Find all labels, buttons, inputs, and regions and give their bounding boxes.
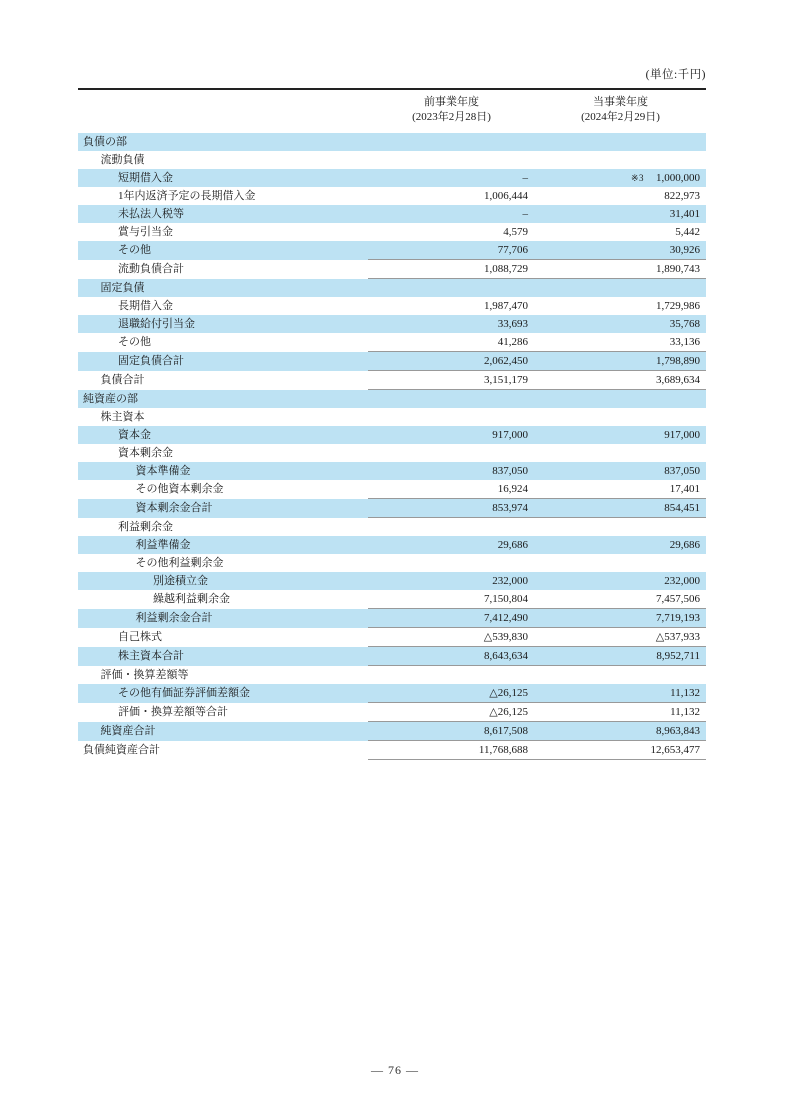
current-year-value: 11,132 xyxy=(670,687,700,699)
table-row xyxy=(78,333,706,352)
prev-year-value: – xyxy=(522,172,528,184)
current-year-value-cell xyxy=(535,590,706,609)
row-label: 純資産の部 xyxy=(83,392,138,405)
prev-year-value: 11,768,688 xyxy=(368,741,535,760)
current-year-value: 31,401 xyxy=(669,208,700,220)
row-label: 短期借入金 xyxy=(118,172,173,184)
row-label: 退職給付引当金 xyxy=(118,318,195,330)
table-row xyxy=(78,703,706,722)
row-label: その他 xyxy=(118,244,151,257)
current-year-value: 1,000,000 xyxy=(656,172,700,184)
row-label: 流動負債合計 xyxy=(118,263,184,275)
prev-year-value: 1,006,444 xyxy=(484,190,528,202)
current-year-value-cell xyxy=(535,647,706,666)
row-label: 賞与引当金 xyxy=(118,226,173,238)
row-label: 流動負債 xyxy=(100,154,145,166)
row-label: その他 xyxy=(118,336,151,349)
current-year-value-cell xyxy=(535,371,706,390)
prev-year-value: 3,151,179 xyxy=(368,371,535,390)
current-year-value: 3,689,634 xyxy=(656,374,700,386)
table-row xyxy=(78,352,706,371)
current-year-value-cell xyxy=(535,444,706,462)
current-year-value-cell xyxy=(535,352,706,371)
prev-year-value: 7,150,804 xyxy=(484,593,528,605)
table-row xyxy=(78,187,706,205)
table-row xyxy=(78,462,706,480)
current-year-value-cell xyxy=(535,609,706,628)
row-label: 1年内返済予定の長期借入金 xyxy=(118,190,256,202)
table-row xyxy=(78,426,706,444)
prev-year-value: △26,125 xyxy=(489,687,528,699)
prev-year-value: 917,000 xyxy=(492,429,528,441)
prev-year-value xyxy=(368,666,535,685)
table-row xyxy=(78,722,706,741)
current-year-value-cell xyxy=(535,187,706,205)
row-label: その他資本剰余金 xyxy=(135,483,224,496)
table-row xyxy=(78,297,706,315)
prev-year-value: 1,987,470 xyxy=(484,300,528,312)
current-year-value: 837,050 xyxy=(664,465,700,477)
table-row xyxy=(78,241,706,260)
current-year-value-cell xyxy=(535,480,706,499)
current-year-value: 1,890,743 xyxy=(656,263,700,275)
table-row xyxy=(78,499,706,518)
prev-year-value: – xyxy=(522,208,528,220)
current-year-value-cell xyxy=(535,666,706,685)
current-year-value-cell xyxy=(535,722,706,741)
table-row xyxy=(78,133,706,151)
current-year-column-header xyxy=(535,89,706,133)
current-year-value-cell xyxy=(535,297,706,315)
current-year-value-cell xyxy=(535,572,706,590)
table-row xyxy=(78,169,706,187)
row-label: 利益準備金 xyxy=(135,539,191,551)
current-year-value-cell xyxy=(535,205,706,223)
prev-year-title: 前事業年度 xyxy=(424,96,479,108)
prev-year-value: △26,125 xyxy=(368,703,535,722)
current-year-value: 232,000 xyxy=(664,575,700,587)
row-label: 利益剰余金 xyxy=(118,520,173,533)
row-label: 資本金 xyxy=(118,429,151,441)
current-year-value: 917,000 xyxy=(664,429,700,441)
current-year-value-cell xyxy=(535,390,706,409)
label-column-header xyxy=(78,89,368,133)
row-label: 利益剰余金合計 xyxy=(135,612,213,624)
row-label: 別途積立金 xyxy=(153,575,208,587)
prev-year-value: 41,286 xyxy=(497,336,528,348)
current-year-value-cell xyxy=(535,279,706,298)
table-row xyxy=(78,590,706,609)
current-year-value: 11,132 xyxy=(670,706,700,718)
prev-year-value: 837,050 xyxy=(492,465,528,477)
prev-year-column-header xyxy=(368,89,535,133)
table-row xyxy=(78,480,706,499)
table-row xyxy=(78,279,706,298)
table-row xyxy=(78,390,706,409)
current-year-date: (2024年2月29日) xyxy=(581,110,660,123)
prev-year-value: 33,693 xyxy=(497,318,528,330)
row-label: 繰越利益剰余金 xyxy=(153,593,230,606)
prev-year-value: 16,924 xyxy=(497,483,528,495)
prev-year-value: 7,412,490 xyxy=(368,609,535,628)
current-year-value: 854,451 xyxy=(664,502,700,514)
current-year-value-cell xyxy=(535,408,706,426)
prev-year-value xyxy=(368,151,535,169)
current-year-value-cell xyxy=(535,241,706,260)
table-row xyxy=(78,260,706,279)
current-year-value-cell xyxy=(535,741,706,760)
current-year-value: 30,926 xyxy=(669,244,700,256)
current-year-value: 1,798,890 xyxy=(656,355,700,367)
table-row xyxy=(78,151,706,169)
current-year-value-cell xyxy=(535,518,706,537)
current-year-value: 822,973 xyxy=(664,190,700,202)
prev-year-value xyxy=(368,518,535,537)
current-year-value: 5,442 xyxy=(675,226,700,238)
current-year-value-cell xyxy=(535,169,706,187)
table-row xyxy=(78,554,706,572)
row-label: 負債の部 xyxy=(83,136,127,148)
prev-year-value xyxy=(368,444,535,462)
current-year-value-cell xyxy=(535,554,706,572)
prev-year-value xyxy=(368,554,535,572)
current-year-value-cell xyxy=(535,260,706,279)
prev-year-date: (2023年2月28日) xyxy=(412,110,491,123)
table-row xyxy=(78,371,706,390)
column-header-row xyxy=(78,89,706,133)
current-year-value: 8,952,711 xyxy=(656,650,700,662)
current-year-value-cell xyxy=(535,499,706,518)
row-label: その他有価証券評価差額金 xyxy=(118,687,250,700)
table-row xyxy=(78,684,706,703)
prev-year-value: △539,830 xyxy=(483,631,528,643)
row-label: 資本準備金 xyxy=(135,465,191,477)
current-year-value: 8,963,843 xyxy=(656,725,700,737)
current-year-value-cell xyxy=(535,426,706,444)
current-year-value-cell xyxy=(535,628,706,647)
current-year-value: 35,768 xyxy=(669,318,700,330)
prev-year-value: 853,974 xyxy=(368,499,535,518)
current-year-value-cell xyxy=(535,462,706,480)
prev-year-value xyxy=(368,390,535,409)
table-row xyxy=(78,205,706,223)
prev-year-value: 4,579 xyxy=(503,226,528,238)
table-row xyxy=(78,408,706,426)
prev-year-value: 8,643,634 xyxy=(368,647,535,666)
row-label: 負債合計 xyxy=(100,374,145,386)
row-label: 株主資本 xyxy=(100,411,145,423)
table-row xyxy=(78,609,706,628)
prev-year-value: 8,617,508 xyxy=(368,722,535,741)
row-label: 未払法人税等 xyxy=(118,208,184,220)
table-row xyxy=(78,444,706,462)
current-year-value-cell xyxy=(535,151,706,169)
current-year-value-cell xyxy=(535,684,706,703)
current-year-value: 33,136 xyxy=(669,336,700,348)
row-label: 純資産合計 xyxy=(100,725,156,737)
current-year-value-cell xyxy=(535,333,706,352)
prev-year-value xyxy=(368,133,535,151)
row-label: 評価・換算差額等合計 xyxy=(118,706,228,718)
current-year-value: △537,933 xyxy=(655,631,700,643)
current-year-value: 7,719,193 xyxy=(656,612,700,624)
row-label: 資本剰余金 xyxy=(118,447,173,459)
current-year-value-cell xyxy=(535,536,706,554)
row-label: 自己株式 xyxy=(118,631,162,643)
prev-year-value: 2,062,450 xyxy=(368,352,535,371)
current-year-value-cell xyxy=(535,133,706,151)
note-marker: ※3 xyxy=(630,173,644,183)
unit-label: (単位:千円) xyxy=(645,69,706,81)
table-row xyxy=(78,536,706,554)
row-label: 固定負債合計 xyxy=(118,355,184,367)
current-year-value: 7,457,506 xyxy=(656,593,700,605)
prev-year-value: 77,706 xyxy=(497,244,528,256)
current-year-value: 29,686 xyxy=(669,539,700,551)
current-year-value-cell xyxy=(535,703,706,722)
current-year-value: 17,401 xyxy=(669,483,700,495)
row-label: 固定負債 xyxy=(100,281,145,294)
table-row xyxy=(78,518,706,537)
row-label: 負債純資産合計 xyxy=(83,744,160,756)
row-label: 資本剰余金合計 xyxy=(135,502,213,514)
table-row xyxy=(78,647,706,666)
table-row xyxy=(78,628,706,647)
prev-year-value xyxy=(368,408,535,426)
balance-sheet-table xyxy=(78,88,706,760)
current-year-value: 1,729,986 xyxy=(656,300,700,312)
table-row xyxy=(78,315,706,333)
prev-year-value: 232,000 xyxy=(492,575,528,587)
row-label: 株主資本合計 xyxy=(118,650,184,662)
current-year-value-cell xyxy=(535,315,706,333)
prev-year-value xyxy=(368,279,535,298)
current-year-value-cell xyxy=(535,223,706,241)
prev-year-value: 1,088,729 xyxy=(368,260,535,279)
table-row xyxy=(78,741,706,760)
table-row xyxy=(78,572,706,590)
current-year-title: 当事業年度 xyxy=(593,96,648,108)
page-number: — 76 — xyxy=(371,1063,419,1077)
table-row xyxy=(78,666,706,685)
prev-year-value: 29,686 xyxy=(497,539,528,551)
row-label: その他利益剰余金 xyxy=(135,557,224,569)
table-row xyxy=(78,223,706,241)
row-label: 評価・換算差額等 xyxy=(100,668,189,681)
row-label: 長期借入金 xyxy=(118,300,173,312)
current-year-value: 12,653,477 xyxy=(650,744,700,756)
